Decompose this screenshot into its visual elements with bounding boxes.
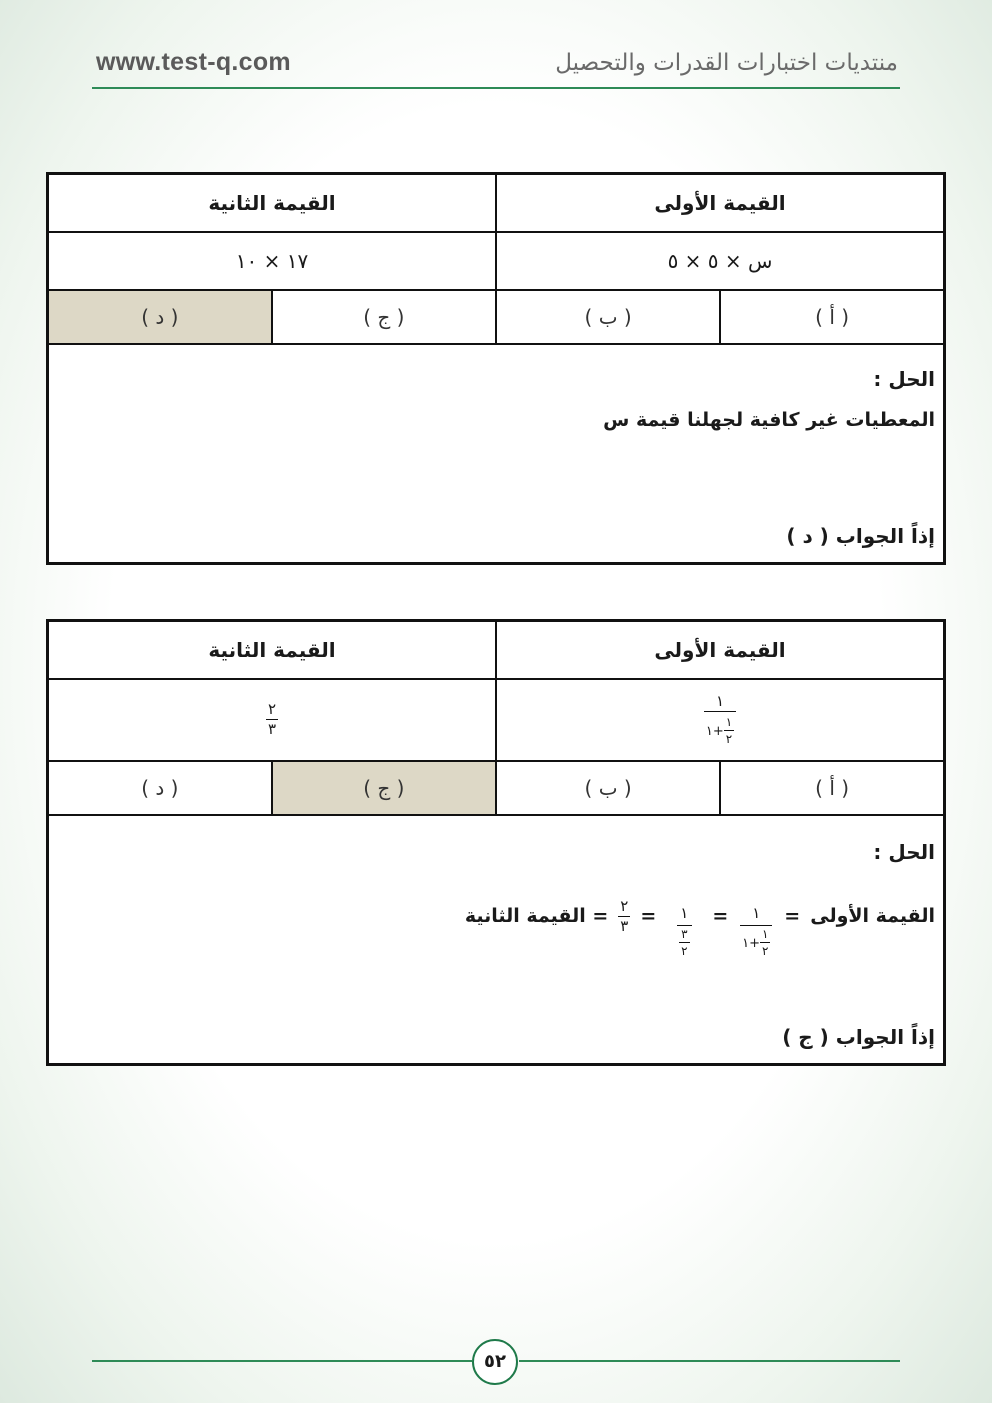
option-c-selected[interactable]: ( ج ) bbox=[272, 761, 496, 815]
option-a[interactable]: ( أ ) bbox=[720, 761, 944, 815]
equation-step-1: ١ $\frac{١}{٢}$ +١ bbox=[738, 906, 774, 957]
option-b[interactable]: ( ب ) bbox=[496, 290, 720, 344]
value-first: س × ٥ × ٥ bbox=[496, 232, 945, 290]
solution-text: المعطيات غير كافية لجهلنا قيمة س bbox=[603, 408, 935, 431]
page-number: ٥٢ bbox=[472, 1339, 518, 1385]
header-site[interactable]: www.test-q.com bbox=[96, 48, 291, 76]
equation-step-3: $\frac{٢}{٣}$ bbox=[620, 896, 629, 935]
equals-sign: = bbox=[712, 905, 729, 927]
solution-equation bbox=[57, 876, 935, 957]
fraction-complex: ١ $\frac{١}{٢}$ +١ bbox=[704, 694, 736, 745]
solution-label: الحل : bbox=[873, 839, 935, 864]
solution-box bbox=[48, 344, 945, 564]
column-header-first: القيمة الأولى bbox=[496, 174, 945, 232]
fraction-two-thirds: $\frac{٢}{٣}$ bbox=[267, 700, 277, 738]
equation-lhs: القيمة الأولى bbox=[810, 905, 935, 927]
column-header-second: القيمة الثانية bbox=[48, 174, 497, 232]
column-header-first: القيمة الأولى bbox=[496, 621, 945, 679]
equation-step-2: $\frac{١}{\frac{٣}{٢}}$ bbox=[666, 906, 702, 957]
footer-line-right bbox=[519, 1360, 900, 1362]
equals-sign: = bbox=[784, 905, 801, 927]
solution-label: الحل : bbox=[873, 366, 935, 391]
column-header-second: القيمة الثانية bbox=[48, 621, 497, 679]
solution-answer: إذاً الجواب ( ج ) bbox=[782, 1025, 935, 1049]
option-b[interactable]: ( ب ) bbox=[496, 761, 720, 815]
question-table-2 bbox=[46, 619, 946, 1066]
option-d-selected[interactable]: ( د ) bbox=[48, 290, 272, 344]
header-title: منتديات اختبارات القدرات والتحصيل bbox=[555, 50, 898, 76]
option-a[interactable]: ( أ ) bbox=[720, 290, 944, 344]
value-first bbox=[496, 679, 945, 761]
footer-line-left bbox=[92, 1360, 472, 1362]
option-c[interactable]: ( ج ) bbox=[272, 290, 496, 344]
value-second bbox=[48, 679, 497, 761]
equation-rhs: = القيمة الثانية bbox=[464, 905, 609, 927]
option-d[interactable]: ( د ) bbox=[48, 761, 272, 815]
question-table-1 bbox=[46, 172, 946, 565]
equals-sign: = bbox=[640, 905, 657, 927]
solution-answer: إذاً الجواب ( د ) bbox=[786, 524, 935, 548]
value-second: ١٧ × ١٠ bbox=[48, 232, 497, 290]
header-rule bbox=[92, 87, 900, 89]
solution-box bbox=[48, 815, 945, 1065]
